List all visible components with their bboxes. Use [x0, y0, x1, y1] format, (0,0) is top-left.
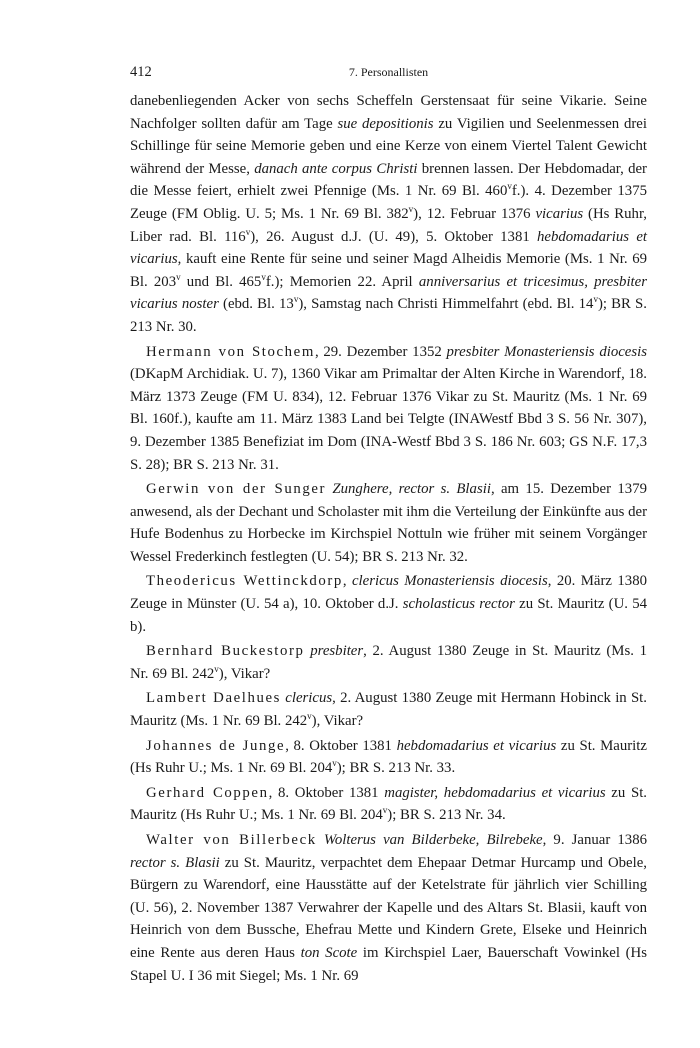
- latin-term: clericus: [285, 690, 333, 707]
- folio-verso-mark: v: [307, 711, 312, 722]
- latin-term: presbiter: [310, 643, 364, 660]
- latin-term: rector s. Blasii: [130, 854, 220, 871]
- entry-text: ), 12. Februar 1376: [413, 205, 536, 222]
- person-name: Gerwin von der Sunger: [146, 481, 327, 498]
- latin-term: hebdomadarius et vicarius: [130, 228, 647, 268]
- entry-text: ); BR S. 213 Nr. 30.: [130, 296, 647, 335]
- entry-text: , 9. Januar 1386: [542, 832, 647, 848]
- entry-paragraph: [130, 829, 647, 987]
- person-name: Theodericus Wettinckdorp: [146, 573, 343, 590]
- entry-text: [317, 832, 324, 848]
- entry-text: , kauft eine Rente für seine und seiner Magd Alheidis Memorie (Ms. 1 Nr. 69 Bl. 203: [130, 251, 647, 290]
- entry-text: danebenliegenden Acker von sechs Scheffeln Gerstensaat für seine Vikarie. Seine Nachfolger sollten dafür am Tage: [130, 93, 647, 132]
- person-name: Lambert Daelhues: [146, 690, 282, 707]
- folio-verso-mark: v: [593, 294, 598, 305]
- entry-text: zu St. Mauritz, verpachtet dem Ehepaar Detmar Hurcamp und Obele, Bürgern zu Warendorf, eine Hausstätte auf der Ketelstrate für jährlich vier Schilling (U. 56), 2. November 1387 Verwahrer der Kapelle und des Altars St. Blasii, kauft von Heinrich von dem Bussche, Ehefrau Mette und Kindern Grete, Elseke und Heinrich eine Rente aus deren Haus: [130, 854, 648, 961]
- entry-paragraph: [130, 640, 647, 685]
- latin-term: clericus Monasteriensis diocesis: [351, 573, 548, 590]
- entry-text: brennen lassen. Der Hebdomadar, der die Messe feiert, erhielt zwei Pfennige (Ms. 1 Nr. 69 Bl. 460: [130, 160, 647, 200]
- entry-paragraph: [130, 687, 647, 732]
- entry-paragraph: [130, 782, 647, 827]
- entry-text: zu St. Mauritz (Hs Ruhr U.; Ms. 1 Nr. 69 Bl. 204: [130, 737, 647, 777]
- latin-term: vicarius: [535, 205, 584, 222]
- entry-text: im Kirchspiel Laer, Bauerschaft Vowinkel (Hs Stapel U. I 36 mit Siegel; Ms. 1 Nr. 69: [130, 944, 647, 984]
- person-name: Hermann von Stochem: [146, 343, 315, 360]
- entry-text: f.); Memorien 22. April: [265, 273, 419, 290]
- entry-text: ,: [342, 573, 352, 590]
- entry-text: ); BR S. 213 Nr. 33.: [336, 760, 456, 777]
- latin-term: magister, hebdomadarius et vicarius: [384, 784, 606, 801]
- entry-text: zu St. Mauritz (U. 54 b).: [130, 596, 648, 635]
- entry-text: ), Samstag nach Christi Himmelfahrt (ebd. Bl. 14: [298, 296, 594, 313]
- running-title: 7. Personallisten: [348, 65, 429, 79]
- folio-verso-mark: v: [408, 204, 414, 215]
- page-header: [130, 64, 647, 90]
- entry-text: und Bl. 465: [180, 273, 262, 290]
- entry-paragraph: [130, 90, 647, 339]
- person-name: Gerhard Coppen: [146, 784, 269, 801]
- entry-text: zu St. Mauritz (Hs Ruhr U.; Ms. 1 Nr. 69 Bl. 204: [130, 784, 647, 824]
- entry-text: (Hs Ruhr, Liber rad. Bl. 116: [130, 205, 647, 245]
- latin-term: presbiter Monasteriensis diocesis: [446, 343, 647, 360]
- entry-paragraph: [130, 478, 647, 568]
- entry-paragraph: [130, 341, 647, 477]
- document-body: [130, 90, 647, 987]
- folio-verso-mark: v: [382, 805, 388, 816]
- folio-verso-mark: v: [332, 758, 337, 769]
- person-name: Walter von Billerbeck: [146, 832, 317, 848]
- page-number: 412: [130, 64, 152, 80]
- entry-text: ), Vikar?: [311, 713, 364, 730]
- entry-text: , 8. Oktober 1381: [285, 737, 397, 754]
- folio-verso-mark: v: [245, 226, 251, 237]
- entry-text: , 8. Oktober 1381: [268, 784, 385, 801]
- latin-term: danach ante corpus Christi: [254, 160, 418, 177]
- entry-text: ), Vikar?: [218, 665, 271, 682]
- person-name: Bernhard Buckestorp: [146, 643, 305, 660]
- entry-text: (ebd. Bl. 13: [218, 296, 294, 313]
- entry-text: ), 26. August d.J. (U. 49), 5. Oktober 1381: [250, 228, 537, 245]
- entry-text: , am 15. Dezember 1379 anwesend, als der Dechant und Scholaster mit ihm die Verteilung der Einkünfte aus der Hufe Bodenhus zu Horbecke im Kirchspiel Nottuln wie früher mit seinem Vorgänger Wessel Frederkinch festlegten (U. 54); BR S. 213 Nr. 32.: [130, 481, 648, 565]
- entry-text: , 20. März 1380 Zeuge in Münster (U. 54 a), 10. Oktober d.J.: [130, 573, 647, 613]
- folio-verso-mark: v: [293, 294, 299, 305]
- person-name: Johannes de Junge: [146, 737, 286, 754]
- latin-term: scholasticus rector: [402, 596, 515, 613]
- entry-paragraph: [130, 735, 647, 780]
- entry-text: , 2. August 1380 Zeuge mit Hermann Hobinck in St. Mauritz (Ms. 1 Nr. 69 Bl. 242: [130, 690, 647, 730]
- latin-term: anniversarius et tricesimus, presbiter vicarius noster: [130, 273, 647, 313]
- latin-term: Wolterus van Bilderbeke, Bilrebeke: [323, 832, 543, 848]
- folio-verso-mark: v: [176, 271, 181, 282]
- entry-paragraph: [130, 570, 647, 638]
- entry-text: , 2. August 1380 Zeuge in St. Mauritz (Ms. 1 Nr. 69 Bl. 242: [130, 643, 647, 682]
- entry-text: f.). 4. Dezember 1375 Zeuge (FM Oblig. U. 5; Ms. 1 Nr. 69 Bl. 382: [130, 183, 647, 222]
- document-page: [130, 64, 647, 987]
- latin-term: hebdomadarius et vicarius: [396, 737, 557, 754]
- latin-term: ton Scote: [300, 944, 358, 961]
- folio-verso-mark: v: [214, 663, 219, 674]
- entry-text: (DKapM Archidiak. U. 7), 1360 Vikar am Primaltar der Alten Kirche in Warendorf, 18. März 1373 Zeuge (FM U. 834), 12. Februar 1376 Vikar zu St. Mauritz (Ms. 1 Nr. 69 Bl. 160f.), kaufte am 11. März 1383 Land bei Telgte (INAWestf Bbd 3 S. 56 Nr. 307), 9. Dezember 1385 Benefiziat im Dom (INA-Westf Bbd 3 S. 186 Nr. 603; GS N.F. 17,3 S. 28); BR S. 213 Nr. 31.: [130, 366, 647, 473]
- folio-verso-mark: v: [507, 181, 512, 192]
- entry-text: , 29. Dezember 1352: [314, 343, 447, 360]
- folio-verso-mark: v: [261, 271, 266, 282]
- latin-term: Zunghere, rector s. Blasii: [332, 481, 491, 498]
- entry-text: ); BR S. 213 Nr. 34.: [387, 807, 506, 824]
- latin-term: sue depositionis: [337, 115, 434, 132]
- entry-text: zu Vigilien und Seelenmessen drei Schillinge für seine Memorie geben und eine Kerze von einem Viertel Talent Gewicht während der Messe,: [130, 115, 647, 177]
